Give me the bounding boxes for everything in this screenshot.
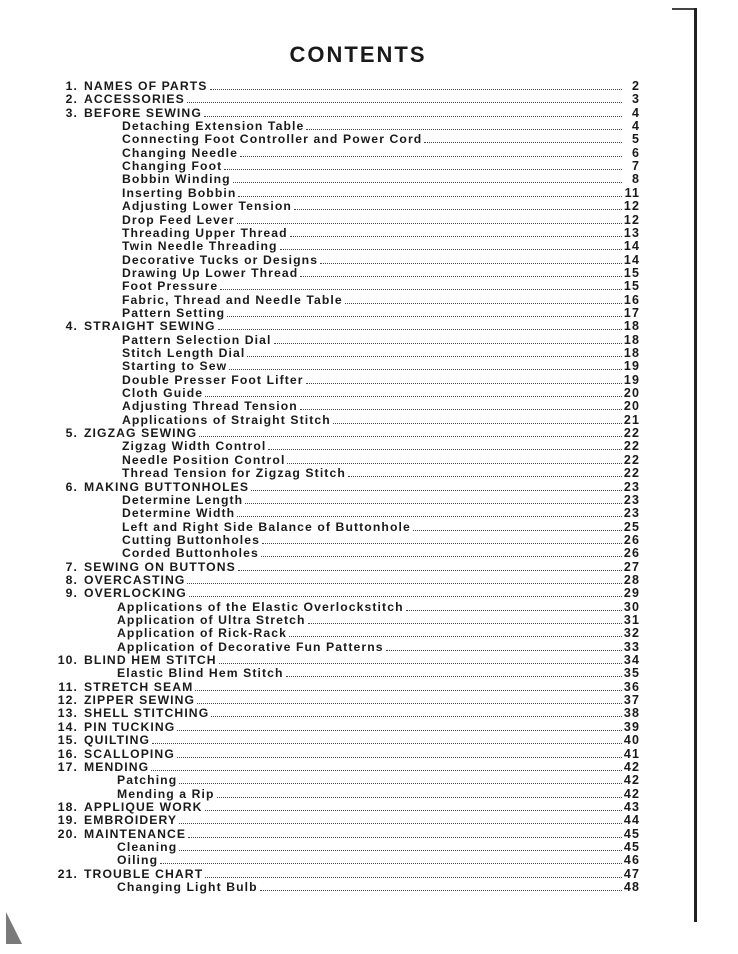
toc-entry-label: MAINTENANCE: [84, 826, 187, 841]
toc-entry-page: 4: [631, 105, 640, 120]
toc-entry-page: 26: [623, 532, 640, 547]
toc-entry: [122, 253, 640, 267]
toc-entry-label: Connecting Foot Controller and Power Cord: [122, 132, 423, 147]
toc-entry-number: 2.: [65, 92, 78, 107]
toc-entry-page: 3: [631, 92, 640, 107]
toc-entry-label: BEFORE SEWING: [84, 105, 202, 120]
toc-entry-page: 23: [623, 506, 640, 521]
toc-entry-label: Cloth Guide: [122, 386, 204, 401]
dot-leader: [260, 890, 622, 891]
toc-entry-label: Changing Light Bulb: [117, 880, 258, 894]
toc-entry-page: 23: [623, 492, 640, 507]
toc-entry-page: 45: [623, 839, 640, 854]
toc-entry: [44, 693, 640, 707]
page-corner-shadow: [6, 912, 22, 944]
toc-entry: [117, 853, 640, 867]
dot-leader: [268, 449, 621, 450]
toc-entry: [44, 800, 640, 814]
toc-entry-page: 43: [623, 799, 640, 814]
toc-entry-label: Left and Right Side Balance of Buttonhole: [122, 519, 411, 534]
dot-leader: [199, 436, 622, 437]
dot-leader: [197, 703, 622, 704]
toc-entry: [122, 146, 640, 160]
toc-entry-label: Detaching Extension Table: [122, 119, 305, 134]
page-edge-right: [694, 8, 697, 922]
toc-entry-page: 27: [623, 559, 640, 574]
toc-entry-label: OVERLOCKING: [84, 586, 187, 601]
toc-entry-page: 6: [631, 145, 640, 160]
toc-entry-page: 22: [623, 426, 640, 441]
toc-entry-number: 15.: [57, 733, 78, 748]
dot-leader: [218, 329, 622, 330]
toc-entry-page: 42: [623, 759, 640, 774]
toc-entry-label: Pattern Selection Dial: [122, 332, 272, 347]
toc-entry-label: Threading Upper Thread: [122, 225, 288, 240]
toc-entry-label: NAMES OF PARTS: [84, 79, 208, 93]
dot-leader: [240, 156, 622, 157]
toc-entry: [60, 426, 640, 440]
toc-entry-page: 42: [623, 786, 640, 801]
page-edge-top: [672, 8, 696, 10]
toc-entry-page: 25: [623, 519, 640, 534]
toc-entry: [44, 760, 640, 774]
dot-leader: [224, 169, 622, 170]
toc-entry-page: 26: [623, 546, 640, 561]
toc-entry-page: 40: [623, 733, 640, 748]
toc-entry-page: 18: [623, 319, 640, 334]
dot-leader: [286, 676, 622, 677]
dot-leader: [177, 757, 622, 758]
toc-entry-page: 42: [623, 773, 640, 788]
toc-entry: [122, 359, 640, 373]
toc-entry-label: Oiling: [117, 853, 159, 868]
toc-entry-page: 18: [623, 332, 640, 347]
toc-entry-page: 12: [623, 212, 640, 227]
dot-leader: [187, 583, 621, 584]
toc-entry-page: 34: [623, 653, 640, 668]
toc-entry-number: 11.: [58, 679, 78, 694]
dot-leader: [424, 142, 622, 143]
toc-entry-label: OVERCASTING: [84, 572, 186, 587]
dot-leader: [300, 409, 622, 410]
toc-entry-page: 47: [623, 866, 640, 881]
dot-leader: [333, 423, 622, 424]
toc-entry-number: 16.: [57, 746, 78, 761]
toc-entry-number: 12.: [57, 693, 78, 708]
toc-entry: [44, 813, 640, 827]
dot-leader: [290, 236, 622, 237]
toc-entry-page: 16: [623, 292, 640, 307]
toc-entry: [117, 640, 640, 654]
toc-entry: [60, 480, 640, 494]
toc-entry-page: 22: [623, 452, 640, 467]
toc-entry-number: 8.: [65, 572, 78, 587]
toc-entry-page: 32: [623, 626, 640, 641]
toc-entry: [60, 573, 640, 587]
toc-entry-label: SEWING ON BUTTONS: [84, 559, 236, 574]
toc-entry: [44, 680, 640, 694]
toc-entry-label: Patching: [117, 773, 178, 788]
toc-entry-label: Foot Pressure: [122, 279, 219, 294]
dot-leader: [179, 783, 622, 784]
toc-entry: [44, 747, 640, 761]
toc-entry: [60, 319, 640, 333]
toc-entry-label: SHELL STITCHING: [84, 706, 210, 721]
toc-entry: [122, 466, 640, 480]
toc-entry-number: 19.: [57, 813, 78, 828]
dot-leader: [406, 610, 622, 611]
toc-entry: [122, 172, 640, 186]
dot-leader: [306, 129, 622, 130]
toc-entry: [122, 413, 640, 427]
toc-entry-number: 6.: [65, 479, 78, 494]
toc-entry-label: Corded Buttonholes: [122, 546, 259, 561]
toc-entry-label: Cleaning: [117, 839, 178, 854]
dot-leader: [287, 463, 621, 464]
toc-entry: [122, 520, 640, 534]
toc-entry: [60, 106, 640, 120]
toc-entry-label: Inserting Bobbin: [122, 185, 237, 200]
toc-entry-label: Drawing Up Lower Thread: [122, 265, 299, 280]
toc-entry-page: 41: [623, 746, 640, 761]
dot-leader: [210, 89, 622, 90]
dot-leader: [220, 289, 622, 290]
toc-entry-label: Cutting Buttonholes: [122, 532, 261, 547]
toc-entry-label: ACCESSORIES: [84, 92, 185, 107]
dot-leader: [188, 837, 622, 838]
toc-entry: [122, 333, 640, 347]
toc-entry: [117, 626, 640, 640]
toc-entry-page: 19: [623, 359, 640, 374]
toc-entry-label: Applications of the Elastic Overlockstitch: [117, 599, 404, 614]
toc-entry-page: 28: [623, 572, 640, 587]
dot-leader: [345, 303, 622, 304]
toc-entry: [117, 773, 640, 787]
toc-entry: [122, 506, 640, 520]
dot-leader: [238, 196, 622, 197]
toc-entry: [122, 439, 640, 453]
toc-entry: [122, 546, 640, 560]
dot-leader: [413, 530, 622, 531]
toc-entry-page: 37: [623, 693, 640, 708]
toc-entry-number: 3.: [65, 105, 78, 120]
toc-entry: [122, 453, 640, 467]
toc-entry-page: 2: [631, 79, 640, 93]
toc-entry: [122, 279, 640, 293]
toc-entry-page: 14: [623, 252, 640, 267]
toc-entry-page: 12: [623, 199, 640, 214]
dot-leader: [320, 263, 622, 264]
toc-entry: [60, 79, 640, 93]
toc-entry-page: 4: [631, 119, 640, 134]
toc-entry-page: 20: [623, 386, 640, 401]
toc-entry: [44, 827, 640, 841]
toc-entry-page: 45: [623, 826, 640, 841]
toc-entry-page: 13: [623, 225, 640, 240]
toc-entry-number: 13.: [57, 706, 78, 721]
toc-entry-number: 10.: [57, 653, 78, 668]
dot-leader: [217, 797, 622, 798]
dot-leader: [227, 316, 622, 317]
dot-leader: [289, 636, 622, 637]
toc-entry-label: Decorative Tucks or Designs: [122, 252, 319, 267]
toc-entry: [122, 119, 640, 133]
toc-entry-number: 4.: [65, 319, 78, 334]
toc-entry-page: 19: [623, 372, 640, 387]
toc-entry-page: 15: [623, 265, 640, 280]
dot-leader: [251, 490, 622, 491]
toc-entry-label: Application of Rick-Rack: [117, 626, 287, 641]
toc-entry-label: Changing Needle: [122, 145, 239, 160]
dot-leader: [152, 743, 622, 744]
toc-entry-label: Adjusting Thread Tension: [122, 399, 298, 414]
toc-entry-page: 44: [623, 813, 640, 828]
toc-entry-number: 14.: [57, 719, 78, 734]
dot-leader: [348, 476, 622, 477]
toc-entry-page: 35: [623, 666, 640, 681]
toc-entry-label: TROUBLE CHART: [84, 866, 204, 881]
dot-leader: [195, 690, 622, 691]
dot-leader: [187, 102, 622, 103]
dot-leader: [179, 823, 622, 824]
toc-entry-number: 17.: [57, 759, 78, 774]
dot-leader: [211, 716, 622, 717]
toc-entry-page: 14: [623, 239, 640, 254]
toc-entry-page: 21: [623, 412, 640, 427]
toc-entry: [122, 213, 640, 227]
toc-entry: [60, 586, 640, 600]
dot-leader: [247, 356, 621, 357]
dot-leader: [219, 663, 622, 664]
toc-entry: [122, 266, 640, 280]
dot-leader: [205, 877, 622, 878]
toc-entry-label: Changing Foot: [122, 159, 223, 174]
toc-entry: [122, 239, 640, 253]
dot-leader: [294, 209, 622, 210]
dot-leader: [306, 383, 622, 384]
dot-leader: [205, 396, 622, 397]
toc-entry-label: Zigzag Width Control: [122, 439, 267, 454]
toc-entry-page: 48: [623, 880, 640, 894]
toc-entry-page: 23: [623, 479, 640, 494]
toc-entry-page: 5: [631, 132, 640, 147]
toc-entry-label: Stitch Length Dial: [122, 346, 246, 360]
toc-entry-label: MAKING BUTTONHOLES: [84, 479, 250, 494]
toc-entry: [122, 306, 640, 320]
toc-entry-label: Determine Width: [122, 506, 236, 521]
dot-leader: [160, 863, 622, 864]
toc-entry-label: Application of Decorative Fun Patterns: [117, 639, 384, 654]
dot-leader: [261, 556, 622, 557]
toc-entry-label: Starting to Sew: [122, 359, 228, 374]
toc-entry: [122, 226, 640, 240]
toc-entry: [122, 386, 640, 400]
toc-entry-label: Fabric, Thread and Needle Table: [122, 292, 343, 307]
page-title: CONTENTS: [289, 42, 427, 67]
toc-entry-label: Bobbin Winding: [122, 172, 231, 187]
toc-entry: [60, 92, 640, 106]
dot-leader: [300, 276, 622, 277]
dot-leader: [151, 770, 622, 771]
toc-entry: [44, 653, 640, 667]
toc-entry-label: Needle Position Control: [122, 452, 286, 467]
toc-entry-label: Applications of Straight Stitch: [122, 412, 331, 427]
dot-leader: [237, 223, 622, 224]
toc-entry-page: 29: [623, 586, 640, 601]
dot-leader: [274, 343, 622, 344]
dot-leader: [179, 850, 622, 851]
toc-entry-number: 21.: [57, 866, 78, 881]
toc-entry: [44, 706, 640, 720]
toc-entry-page: 20: [623, 399, 640, 414]
dot-leader: [308, 623, 622, 624]
toc-entry-page: 18: [623, 346, 640, 360]
toc-entry: [117, 787, 640, 801]
toc-entry-page: 46: [623, 853, 640, 868]
toc-entry: [122, 159, 640, 173]
toc-entry: [122, 493, 640, 507]
toc-entry-label: ZIGZAG SEWING: [84, 426, 198, 441]
dot-leader: [233, 182, 622, 183]
toc-entry-label: QUILTING: [84, 733, 151, 748]
toc-entry-label: Twin Needle Threading: [122, 239, 278, 254]
dot-leader: [238, 570, 622, 571]
toc-entry-page: 30: [623, 599, 640, 614]
toc-entry: [44, 720, 640, 734]
toc-entry-label: Application of Ultra Stretch: [117, 613, 306, 627]
toc-entry: [117, 840, 640, 854]
toc-entry-number: 1.: [65, 79, 78, 93]
toc-entry-label: APPLIQUE WORK: [84, 799, 203, 814]
toc-entry: [60, 560, 640, 574]
toc-entry: [122, 399, 640, 413]
toc-entry-label: Drop Feed Lever: [122, 212, 235, 227]
toc-entry-label: Pattern Setting: [122, 305, 226, 320]
toc-entry-label: Elastic Blind Hem Stitch: [117, 666, 284, 681]
toc-entry-label: STRETCH SEAM: [84, 679, 194, 694]
dot-leader: [229, 369, 622, 370]
dot-leader: [204, 116, 622, 117]
dot-leader: [280, 249, 622, 250]
toc-entry-page: 36: [623, 679, 640, 694]
dot-leader: [237, 516, 622, 517]
toc-entry-page: 15: [623, 279, 640, 294]
toc-entry-label: PIN TUCKING: [84, 719, 176, 734]
toc-entry-number: 18.: [57, 799, 78, 814]
toc-entry-page: 7: [631, 159, 640, 174]
toc-entry-label: MENDING: [84, 759, 150, 774]
toc-entry: [122, 186, 640, 200]
toc-entry: [117, 600, 640, 614]
toc-entry-number: 7.: [65, 559, 78, 574]
toc-entry-number: 5.: [65, 426, 78, 441]
toc-entry-page: 11: [624, 185, 640, 200]
toc-entry-page: 8: [631, 172, 640, 187]
toc-entry-label: Adjusting Lower Tension: [122, 199, 292, 214]
toc-entry-label: ZIPPER SEWING: [84, 693, 196, 708]
toc-entry: [122, 373, 640, 387]
toc-entry: [122, 293, 640, 307]
toc-entry-page: 31: [623, 613, 640, 627]
toc-entry: [44, 733, 640, 747]
toc-entry-number: 20.: [57, 826, 78, 841]
toc-entry: [117, 666, 640, 680]
toc-entry-page: 38: [623, 706, 640, 721]
toc-entry-label: Double Presser Foot Lifter: [122, 372, 304, 387]
toc-entry: [117, 613, 640, 627]
toc-entry-number: 9.: [65, 586, 78, 601]
toc-entry-label: Mending a Rip: [117, 786, 215, 801]
toc-entry-label: Thread Tension for Zigzag Stitch: [122, 466, 346, 481]
dot-leader: [177, 730, 622, 731]
toc-entry-label: SCALLOPING: [84, 746, 175, 761]
toc-entry-label: BLIND HEM STITCH: [84, 653, 217, 668]
toc-entry: [117, 880, 640, 894]
toc-entry-page: 22: [623, 439, 640, 454]
dot-leader: [205, 810, 622, 811]
toc-entry-page: 33: [623, 639, 640, 654]
toc-entry: [122, 346, 640, 360]
dot-leader: [386, 650, 622, 651]
toc-entry-page: 39: [623, 719, 640, 734]
toc-entry-label: STRAIGHT SEWING: [84, 319, 216, 334]
toc-entry-label: Determine Length: [122, 492, 244, 507]
toc-entry: [122, 199, 640, 213]
toc-entry: [44, 867, 640, 881]
toc-entry-page: 22: [623, 466, 640, 481]
toc-entry-page: 17: [623, 305, 640, 320]
toc-entry: [122, 533, 640, 547]
dot-leader: [189, 596, 622, 597]
toc-entry: [122, 132, 640, 146]
dot-leader: [245, 503, 622, 504]
dot-leader: [262, 543, 622, 544]
toc-entry-label: EMBROIDERY: [84, 813, 178, 828]
